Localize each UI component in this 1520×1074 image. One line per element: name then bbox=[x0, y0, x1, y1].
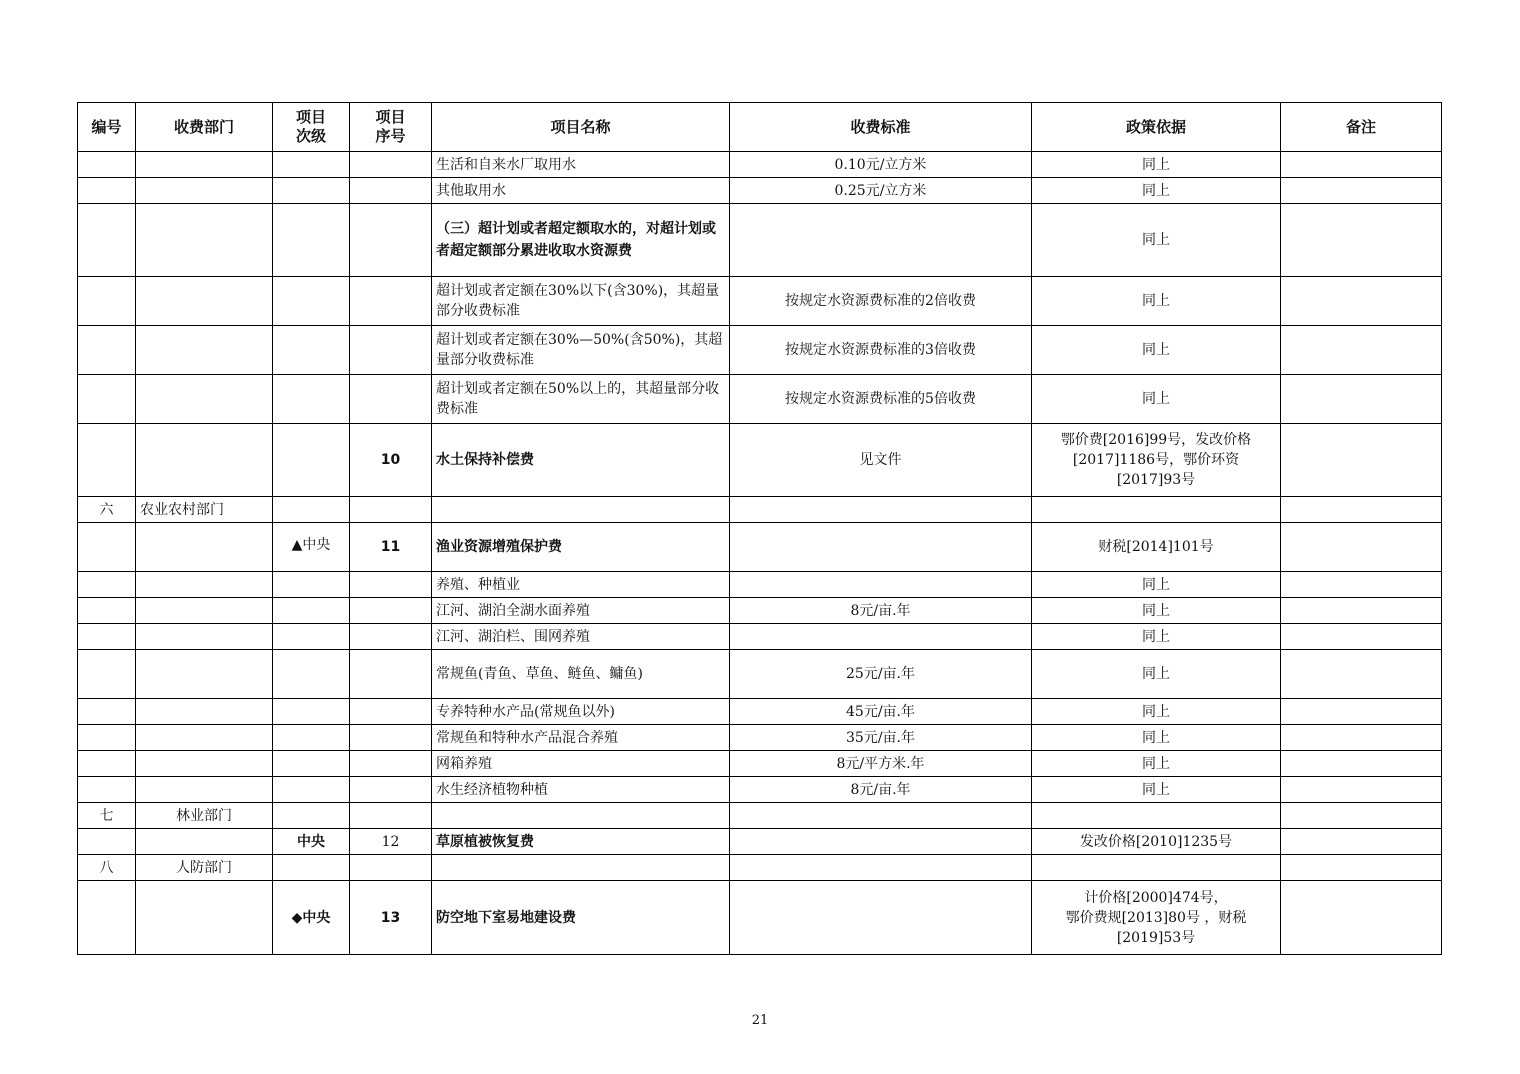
cell-id: 七 bbox=[78, 803, 136, 829]
cell-level bbox=[273, 497, 350, 523]
cell-remark bbox=[1281, 598, 1442, 624]
cell-dept bbox=[136, 424, 273, 497]
table-row bbox=[78, 424, 1442, 497]
table-row bbox=[78, 598, 1442, 624]
cell-level bbox=[273, 699, 350, 725]
table-row bbox=[78, 572, 1442, 598]
cell-remark bbox=[1281, 725, 1442, 751]
basis-line: [2017]1186号，鄂价环资 bbox=[1072, 452, 1240, 468]
cell-standard bbox=[730, 572, 1032, 598]
cell-id bbox=[78, 204, 136, 277]
cell-name: 常规鱼(青鱼、草鱼、鲢鱼、鳙鱼) bbox=[432, 650, 730, 699]
cell-seq bbox=[350, 204, 432, 277]
cell-name: 专养特种水产品(常规鱼以外) bbox=[432, 699, 730, 725]
cell-id bbox=[78, 699, 136, 725]
section-row bbox=[78, 803, 1442, 829]
cell-level: 中央 bbox=[273, 829, 350, 855]
header-remark: 备注 bbox=[1281, 103, 1442, 152]
header-id: 编号 bbox=[78, 103, 136, 152]
cell-standard bbox=[730, 624, 1032, 650]
cell-dept: 农业农村部门 bbox=[136, 497, 273, 523]
cell-remark bbox=[1281, 424, 1442, 497]
cell-remark bbox=[1281, 699, 1442, 725]
cell-dept bbox=[136, 650, 273, 699]
cell-id bbox=[78, 152, 136, 178]
cell-level bbox=[273, 777, 350, 803]
cell-basis: 财税[2014]101号 bbox=[1032, 523, 1281, 572]
cell-seq bbox=[350, 326, 432, 375]
table-row bbox=[78, 375, 1442, 424]
cell-name: 江河、湖泊栏、围网养殖 bbox=[432, 624, 730, 650]
cell-basis: 同上 bbox=[1032, 725, 1281, 751]
cell-remark bbox=[1281, 178, 1442, 204]
cell-name: 水土保持补偿费 bbox=[432, 424, 730, 497]
cell-basis: 同上 bbox=[1032, 751, 1281, 777]
cell-level bbox=[273, 598, 350, 624]
section-row bbox=[78, 855, 1442, 881]
cell-level bbox=[273, 855, 350, 881]
table-row bbox=[78, 178, 1442, 204]
cell-name: 其他取用水 bbox=[432, 178, 730, 204]
cell-basis bbox=[1032, 881, 1281, 955]
header-level-line: 项目 bbox=[295, 108, 326, 126]
table-row bbox=[78, 152, 1442, 178]
cell-remark bbox=[1281, 751, 1442, 777]
cell-name: 生活和自来水厂取用水 bbox=[432, 152, 730, 178]
cell-name: 常规鱼和特种水产品混合养殖 bbox=[432, 725, 730, 751]
cell-seq bbox=[350, 777, 432, 803]
cell-level bbox=[273, 725, 350, 751]
table-row bbox=[78, 751, 1442, 777]
cell-basis: 同上 bbox=[1032, 598, 1281, 624]
cell-id bbox=[78, 751, 136, 777]
cell-standard bbox=[730, 803, 1032, 829]
section-row bbox=[78, 497, 1442, 523]
cell-name: 超计划或者定额在30%—50%(含50%)，其超量部分收费标准 bbox=[432, 326, 730, 375]
cell-id bbox=[78, 624, 136, 650]
cell-dept bbox=[136, 572, 273, 598]
cell-basis: 同上 bbox=[1032, 624, 1281, 650]
cell-dept bbox=[136, 624, 273, 650]
cell-standard: 0.10元/立方米 bbox=[730, 152, 1032, 178]
cell-basis: 同上 bbox=[1032, 650, 1281, 699]
cell-id: 六 bbox=[78, 497, 136, 523]
cell-seq bbox=[350, 725, 432, 751]
cell-seq: 13 bbox=[350, 881, 432, 955]
cell-seq bbox=[350, 178, 432, 204]
cell-name: 养殖、种植业 bbox=[432, 572, 730, 598]
cell-seq: 12 bbox=[350, 829, 432, 855]
cell-dept bbox=[136, 277, 273, 326]
cell-seq bbox=[350, 497, 432, 523]
table-row bbox=[78, 725, 1442, 751]
cell-remark bbox=[1281, 497, 1442, 523]
cell-dept bbox=[136, 829, 273, 855]
cell-id: 八 bbox=[78, 855, 136, 881]
header-standard: 收费标准 bbox=[730, 103, 1032, 152]
cell-dept bbox=[136, 598, 273, 624]
cell-remark bbox=[1281, 650, 1442, 699]
cell-name: 草原植被恢复费 bbox=[432, 829, 730, 855]
header-basis: 政策依据 bbox=[1032, 103, 1281, 152]
cell-level bbox=[273, 424, 350, 497]
cell-id bbox=[78, 598, 136, 624]
cell-basis: 同上 bbox=[1032, 572, 1281, 598]
cell-name: （三）超计划或者超定额取水的，对超计划或者超定额部分累进收取水资源费 bbox=[432, 204, 730, 277]
cell-standard: 见文件 bbox=[730, 424, 1032, 497]
cell-standard: 8元/亩.年 bbox=[730, 777, 1032, 803]
header-seq-line: 项目 bbox=[375, 108, 406, 126]
cell-dept bbox=[136, 375, 273, 424]
cell-basis: 同上 bbox=[1032, 204, 1281, 277]
table-row bbox=[78, 650, 1442, 699]
cell-dept bbox=[136, 523, 273, 572]
cell-standard: 8元/平方米.年 bbox=[730, 751, 1032, 777]
cell-remark bbox=[1281, 881, 1442, 955]
cell-standard bbox=[730, 829, 1032, 855]
cell-level: ◆中央 bbox=[273, 881, 350, 955]
cell-name: 超计划或者定额在50%以上的，其超量部分收费标准 bbox=[432, 375, 730, 424]
cell-id bbox=[78, 725, 136, 751]
cell-basis: 同上 bbox=[1032, 375, 1281, 424]
header-dept: 收费部门 bbox=[136, 103, 273, 152]
basis-line: 鄂价费[2016]99号，发改价格 bbox=[1060, 432, 1252, 448]
cell-dept: 林业部门 bbox=[136, 803, 273, 829]
cell-seq bbox=[350, 751, 432, 777]
table-row bbox=[78, 624, 1442, 650]
cell-standard: 25元/亩.年 bbox=[730, 650, 1032, 699]
cell-dept bbox=[136, 699, 273, 725]
cell-standard: 8元/亩.年 bbox=[730, 598, 1032, 624]
table-row bbox=[78, 881, 1442, 955]
cell-standard: 45元/亩.年 bbox=[730, 699, 1032, 725]
cell-level bbox=[273, 624, 350, 650]
cell-id bbox=[78, 375, 136, 424]
cell-id bbox=[78, 178, 136, 204]
cell-basis: 同上 bbox=[1032, 777, 1281, 803]
cell-basis: 同上 bbox=[1032, 152, 1281, 178]
cell-standard: 按规定水资源费标准的2倍收费 bbox=[730, 277, 1032, 326]
cell-dept bbox=[136, 204, 273, 277]
cell-id bbox=[78, 572, 136, 598]
header-name: 项目名称 bbox=[432, 103, 730, 152]
cell-seq bbox=[350, 375, 432, 424]
cell-remark bbox=[1281, 803, 1442, 829]
cell-remark bbox=[1281, 326, 1442, 375]
cell-name: 江河、湖泊全湖水面养殖 bbox=[432, 598, 730, 624]
cell-id bbox=[78, 326, 136, 375]
cell-level bbox=[273, 375, 350, 424]
cell-basis: 同上 bbox=[1032, 699, 1281, 725]
cell-id bbox=[78, 523, 136, 572]
cell-name bbox=[432, 497, 730, 523]
cell-remark bbox=[1281, 375, 1442, 424]
table-row bbox=[78, 829, 1442, 855]
cell-standard bbox=[730, 497, 1032, 523]
cell-level bbox=[273, 204, 350, 277]
cell-level bbox=[273, 650, 350, 699]
cell-remark bbox=[1281, 855, 1442, 881]
cell-level bbox=[273, 572, 350, 598]
cell-level bbox=[273, 152, 350, 178]
cell-standard bbox=[730, 204, 1032, 277]
cell-basis: 同上 bbox=[1032, 277, 1281, 326]
cell-dept bbox=[136, 178, 273, 204]
cell-basis bbox=[1032, 424, 1281, 497]
header-level-line: 次级 bbox=[295, 127, 326, 145]
cell-seq bbox=[350, 572, 432, 598]
cell-basis bbox=[1032, 497, 1281, 523]
cell-dept bbox=[136, 777, 273, 803]
cell-dept bbox=[136, 751, 273, 777]
cell-basis: 同上 bbox=[1032, 178, 1281, 204]
cell-basis: 同上 bbox=[1032, 326, 1281, 375]
page-number: 21 bbox=[751, 1013, 769, 1028]
cell-id bbox=[78, 829, 136, 855]
cell-standard: 35元/亩.年 bbox=[730, 725, 1032, 751]
cell-remark bbox=[1281, 777, 1442, 803]
basis-line: 鄂价费规[2013]80号 ，财税 bbox=[1065, 909, 1247, 926]
cell-name bbox=[432, 803, 730, 829]
cell-standard bbox=[730, 881, 1032, 955]
cell-dept bbox=[136, 881, 273, 955]
header-level bbox=[273, 103, 350, 152]
basis-line: 计价格[2000]474号， bbox=[1084, 889, 1228, 906]
cell-id bbox=[78, 277, 136, 326]
fee-table bbox=[77, 102, 1442, 955]
cell-standard bbox=[730, 523, 1032, 572]
cell-level bbox=[273, 277, 350, 326]
cell-name: 网箱养殖 bbox=[432, 751, 730, 777]
cell-id bbox=[78, 424, 136, 497]
table-row bbox=[78, 699, 1442, 725]
cell-seq bbox=[350, 855, 432, 881]
cell-seq bbox=[350, 650, 432, 699]
cell-name: 水生经济植物种植 bbox=[432, 777, 730, 803]
cell-dept bbox=[136, 152, 273, 178]
basis-line: [2019]53号 bbox=[1116, 929, 1196, 946]
cell-remark bbox=[1281, 152, 1442, 178]
cell-seq bbox=[350, 598, 432, 624]
cell-standard: 按规定水资源费标准的5倍收费 bbox=[730, 375, 1032, 424]
cell-seq bbox=[350, 152, 432, 178]
table-row bbox=[78, 523, 1442, 572]
cell-basis bbox=[1032, 803, 1281, 829]
cell-standard: 按规定水资源费标准的3倍收费 bbox=[730, 326, 1032, 375]
cell-standard: 0.25元/立方米 bbox=[730, 178, 1032, 204]
table-row bbox=[78, 777, 1442, 803]
cell-level bbox=[273, 178, 350, 204]
cell-name bbox=[432, 855, 730, 881]
cell-seq: 11 bbox=[350, 523, 432, 572]
cell-remark bbox=[1281, 204, 1442, 277]
cell-remark bbox=[1281, 277, 1442, 326]
cell-seq bbox=[350, 277, 432, 326]
table-row bbox=[78, 277, 1442, 326]
cell-basis bbox=[1032, 855, 1281, 881]
cell-remark bbox=[1281, 572, 1442, 598]
cell-remark bbox=[1281, 624, 1442, 650]
cell-name: 渔业资源增殖保护费 bbox=[432, 523, 730, 572]
cell-name: 超计划或者定额在30%以下(含30%)，其超量部分收费标准 bbox=[432, 277, 730, 326]
cell-basis: 发改价格[2010]1235号 bbox=[1032, 829, 1281, 855]
cell-level bbox=[273, 751, 350, 777]
cell-level bbox=[273, 326, 350, 375]
cell-level: ▲中央 bbox=[273, 523, 350, 572]
table-row bbox=[78, 204, 1442, 277]
cell-seq bbox=[350, 624, 432, 650]
cell-remark bbox=[1281, 523, 1442, 572]
header-row bbox=[78, 103, 1442, 152]
cell-seq bbox=[350, 803, 432, 829]
cell-id bbox=[78, 881, 136, 955]
header-seq bbox=[350, 103, 432, 152]
cell-level bbox=[273, 803, 350, 829]
cell-remark bbox=[1281, 829, 1442, 855]
cell-seq: 10 bbox=[350, 424, 432, 497]
cell-id bbox=[78, 650, 136, 699]
cell-name: 防空地下室易地建设费 bbox=[432, 881, 730, 955]
table-row bbox=[78, 326, 1442, 375]
cell-dept bbox=[136, 326, 273, 375]
header-seq-line: 序号 bbox=[375, 127, 406, 145]
cell-standard bbox=[730, 855, 1032, 881]
cell-dept: 人防部门 bbox=[136, 855, 273, 881]
cell-id bbox=[78, 777, 136, 803]
cell-dept bbox=[136, 725, 273, 751]
cell-seq bbox=[350, 699, 432, 725]
basis-line: [2017]93号 bbox=[1116, 472, 1196, 488]
